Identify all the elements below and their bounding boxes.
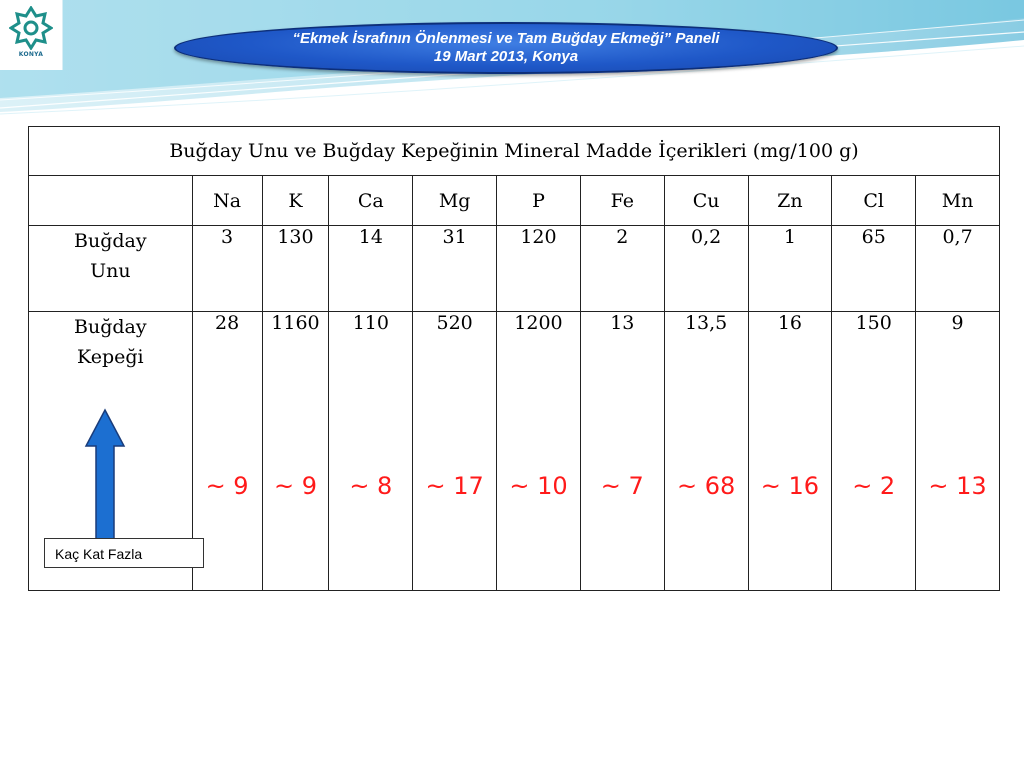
cell-value: 13: [610, 312, 635, 334]
ratio-value: ~ 9: [273, 472, 317, 500]
event-banner: [174, 22, 838, 74]
table-cell: [664, 312, 748, 591]
col-header: Mn: [916, 176, 1000, 226]
banner-title: “Ekmek İsrafının Önlenmesi ve Tam Buğday Ekmeği” Paneli: [292, 30, 720, 47]
table-title: Buğday Unu ve Buğday Kepeğinin Mineral Madde İçerikleri (mg/100 g): [29, 127, 1000, 176]
cell-value: 28: [214, 312, 240, 334]
ratio-value: ~ 10: [509, 472, 568, 500]
cell-value: 13,5: [684, 312, 728, 334]
table-cell: [329, 312, 413, 591]
col-header: Cl: [832, 176, 916, 226]
cell-value: 16: [777, 312, 802, 334]
row-label: [29, 312, 193, 591]
cell-value: 1160: [271, 312, 320, 334]
row-label: [29, 226, 193, 312]
table-row: [29, 312, 1000, 591]
table-cell: [413, 312, 497, 591]
ratio-value: ~ 7: [600, 472, 644, 500]
ratio-value: ~ 13: [928, 472, 987, 500]
table-cell: 14: [329, 226, 413, 312]
row-label-line1: Buğday: [74, 316, 147, 338]
table-cell: 0,7: [916, 226, 1000, 312]
table-row: [29, 226, 1000, 312]
ratio-value: ~ 16: [760, 472, 820, 500]
cell-value: 150: [855, 312, 892, 334]
logo-text: KONYA: [18, 51, 44, 58]
table-cell: [916, 312, 1000, 591]
table-cell: 65: [832, 226, 916, 312]
col-header: Zn: [748, 176, 832, 226]
col-header: Ca: [329, 176, 413, 226]
ratio-value: ~ 17: [425, 472, 484, 500]
cell-value: 520: [436, 312, 473, 334]
ratio-value: ~ 2: [852, 472, 896, 500]
ratio-value: ~ 8: [349, 472, 393, 500]
row-label-line2: Kepeği: [77, 346, 144, 368]
cell-value: 1200: [514, 312, 563, 334]
cell-value: 9: [951, 312, 964, 334]
table-cell: [497, 312, 581, 591]
table-cell: 0,2: [664, 226, 748, 312]
table-cell: 1: [748, 226, 832, 312]
table-header-row: [29, 176, 1000, 226]
table-cell: 2: [580, 226, 664, 312]
col-header: Cu: [664, 176, 748, 226]
table-cell: 120: [497, 226, 581, 312]
konya-logo: [0, 0, 63, 70]
col-header: P: [497, 176, 581, 226]
banner-date: 19 Mart 2013, Konya: [433, 48, 579, 65]
table-cell: 130: [262, 226, 329, 312]
col-header: Mg: [413, 176, 497, 226]
col-header: Na: [192, 176, 262, 226]
ratio-note-label: Kaç Kat Fazla: [44, 538, 204, 568]
col-header: Fe: [580, 176, 664, 226]
row-label-line1: Buğday: [74, 230, 147, 252]
konya-emblem-icon: [9, 6, 53, 50]
mineral-table: [28, 126, 1000, 591]
table-cell: [262, 312, 329, 591]
table-cell: [192, 312, 262, 591]
cell-value: 110: [352, 312, 389, 334]
header-empty-cell: [29, 176, 193, 226]
table-cell: 31: [413, 226, 497, 312]
up-arrow-icon: [84, 408, 126, 543]
ratio-value: ~ 68: [676, 472, 736, 500]
ratio-value: ~ 9: [205, 472, 249, 500]
table-cell: [580, 312, 664, 591]
col-header: K: [262, 176, 329, 226]
table-cell: 3: [192, 226, 262, 312]
table-cell: [832, 312, 916, 591]
row-label-line2: Unu: [90, 260, 131, 282]
table-cell: [748, 312, 832, 591]
